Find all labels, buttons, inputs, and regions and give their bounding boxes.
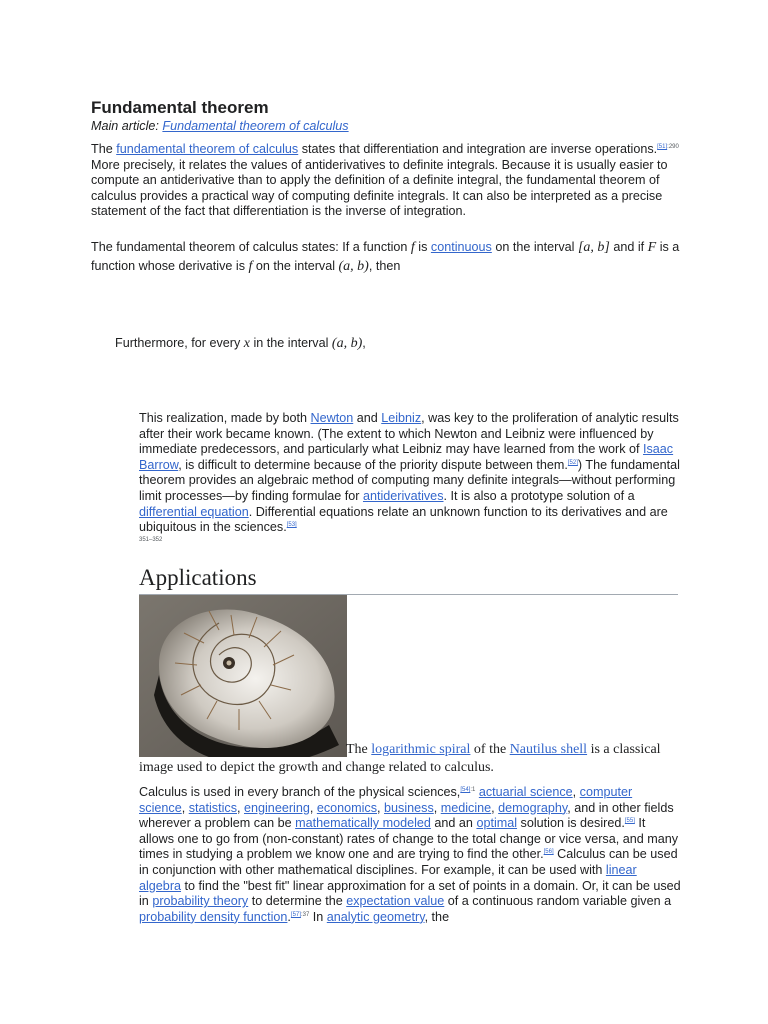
text: , and in other fields wherever a problem can be: [139, 800, 674, 831]
section-heading-fundamental-theorem: Fundamental theorem: [91, 98, 269, 117]
text: This realization, made by both: [139, 411, 311, 425]
text: Calculus is used in every branch of the physical sciences,: [139, 785, 461, 799]
text: and an: [430, 816, 477, 831]
page-ref: :290: [667, 143, 679, 150]
text: It allows one to go from (non-constant) rates of change to the total change or vice versa, and many times in studying a problem we know one and are trying to find the other.: [139, 816, 679, 862]
text: ,: [237, 800, 244, 815]
text: ) The fundamental theorem provides an algebraic method of computing many definite integrals—without performing limit processes—by finding formulae for: [139, 457, 680, 503]
text: In: [309, 909, 327, 924]
math-f: f: [410, 240, 415, 255]
text: solution is desired.: [517, 816, 625, 831]
paragraph-theorem-statement: [91, 238, 687, 276]
paragraph-applications: [139, 785, 681, 925]
hatnote-link[interactable]: Fundamental theorem of calculus: [162, 119, 349, 133]
link-probability-theory[interactable]: probability theory: [152, 894, 249, 909]
text: , was key to the proliferation of analytic results after their work became known. (The extent to which Newton and Leibniz were influenced by immediate predecessors, and particularly what Leibniz may have learned from the work of: [139, 411, 679, 457]
text: and if: [609, 240, 648, 254]
link-engineering[interactable]: engineering: [244, 800, 310, 815]
citation-53[interactable]: [53]: [286, 521, 297, 528]
text: to determine the: [248, 894, 347, 909]
hatnote-prefix: Main article:: [91, 119, 163, 133]
text: , then: [368, 259, 401, 273]
citation-56[interactable]: [56]: [543, 849, 554, 856]
citation-57[interactable]: [57]: [290, 911, 301, 918]
citation-52[interactable]: [52]: [567, 459, 578, 466]
citation-51[interactable]: [51]: [657, 143, 668, 150]
nautilus-shell-image[interactable]: [139, 595, 347, 757]
text: . Differential equations relate an unknown function to its derivatives and are ubiquitous in the sciences.: [139, 504, 668, 535]
text: The fundamental theorem of calculus states: If a function: [91, 240, 411, 254]
section-heading-applications: Applications: [139, 565, 678, 595]
text: to find the "best fit" linear approximation for a set of points in a domain. Or, it can be used in: [139, 878, 681, 909]
text: and: [353, 411, 382, 425]
link-newton[interactable]: Newton: [310, 411, 354, 425]
page-ref: 351–352: [139, 536, 163, 543]
text: is: [414, 240, 431, 254]
text: of a continuous random variable given a: [444, 894, 672, 909]
link-isaac-barrow[interactable]: Isaac Barrow: [139, 442, 674, 472]
paragraph-fundamental-theorem: [91, 142, 687, 220]
nautilus-shell-illustration: [139, 595, 347, 757]
text: , is difficult to determine because of the priority dispute between them.: [178, 457, 568, 472]
text: states that differentiation and integration are inverse operations.: [298, 142, 658, 156]
text: .: [287, 909, 291, 924]
text: is a function whose derivative is: [91, 240, 680, 273]
text: of the: [470, 742, 510, 757]
math-interval-closed: [a, b]: [577, 240, 610, 255]
link-continuous[interactable]: continuous: [430, 240, 492, 254]
link-nautilus-shell[interactable]: Nautilus shell: [509, 742, 588, 757]
link-antiderivatives[interactable]: antiderivatives: [362, 488, 444, 503]
math-f: f: [248, 259, 253, 274]
link-logarithmic-spiral[interactable]: logarithmic spiral: [371, 742, 471, 757]
text: ,: [491, 800, 499, 815]
text: More precisely, it relates the values of antiderivatives to definite integrals. Because it is usually easier to compute an antiderivative than to apply the definition of a definite integral, the fundamental theorem of calculus provides a practical way of computing definite integrals. It can also be interpreted as a precise statement of the fact that differentiation is the inverse of integration.: [91, 157, 668, 219]
text: . It is also a prototype solution of a: [443, 488, 635, 503]
text: Calculus can be used in conjunction with other mathematical disciplines. For example, it can be used with: [139, 847, 678, 877]
citation-55[interactable]: [55]: [624, 818, 635, 824]
link-analytic-geometry[interactable]: analytic geometry: [326, 909, 425, 924]
link-differential-equation[interactable]: differential equation: [139, 504, 249, 519]
text: The: [91, 142, 117, 156]
text: ,: [572, 785, 580, 799]
link-business[interactable]: business: [384, 800, 434, 815]
math-interval-open: (a, b): [331, 336, 363, 351]
hatnote: [91, 119, 349, 135]
text: in the interval: [250, 336, 332, 350]
text: on the interval: [252, 259, 339, 273]
link-linear-algebra[interactable]: linear algebra: [139, 862, 637, 893]
link-optimal[interactable]: optimal: [476, 816, 518, 831]
page-ref: :1: [470, 786, 476, 793]
text: , the: [424, 909, 450, 924]
link-leibniz[interactable]: Leibniz: [381, 411, 422, 425]
text: The: [346, 742, 372, 757]
text: ,: [433, 800, 441, 815]
text: ,: [309, 800, 317, 815]
paragraph-realization: [139, 411, 681, 551]
text: ,: [377, 800, 385, 815]
math-F: F: [647, 240, 657, 255]
link-fundamental-theorem-of-calculus[interactable]: fundamental theorem of calculus: [116, 142, 299, 156]
text: ,: [362, 336, 366, 350]
link-computer-science[interactable]: computer science: [139, 785, 633, 815]
page-ref: :37: [300, 911, 310, 918]
text: on the interval: [491, 240, 578, 254]
link-expectation-value[interactable]: expectation value: [346, 894, 445, 909]
link-probability-density-function[interactable]: probability density function: [139, 909, 288, 924]
link-demography[interactable]: demography: [498, 800, 568, 815]
math-x: x: [243, 336, 250, 351]
link-statistics[interactable]: statistics: [188, 800, 237, 815]
image-caption: [139, 741, 679, 777]
link-medicine[interactable]: medicine: [440, 800, 492, 815]
math-interval-open: (a, b): [338, 259, 369, 274]
link-economics[interactable]: economics: [316, 800, 378, 815]
link-mathematically-modeled[interactable]: mathematically modeled: [295, 816, 431, 831]
text: is a classical image used to depict the growth and change related to calculus.: [139, 742, 661, 775]
citation-54[interactable]: [54]: [460, 786, 471, 793]
link-actuarial-science[interactable]: actuarial science: [478, 785, 573, 799]
paragraph-furthermore: [115, 334, 685, 353]
text: Furthermore, for every: [115, 336, 244, 350]
text: ,: [181, 800, 189, 815]
